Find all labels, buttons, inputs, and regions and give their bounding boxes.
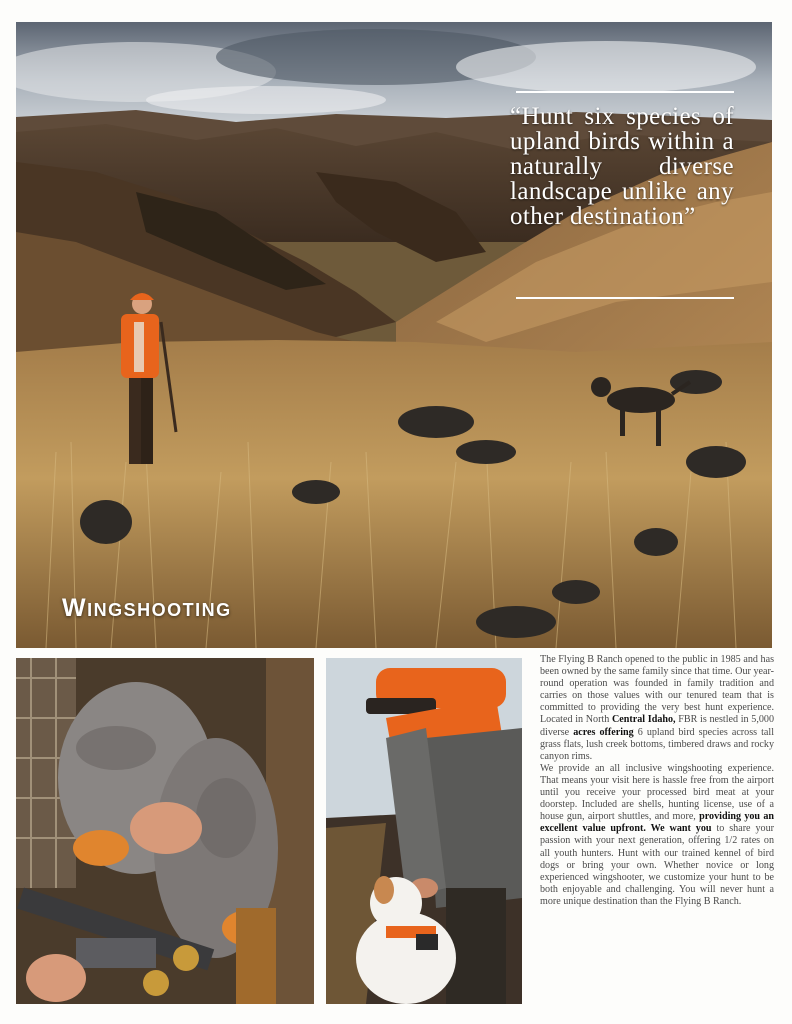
paragraph-2-text-a: We provide an all inclusive wingshooting experience. That means your visit here is hassle free from the airport until you receive your processed bird meat at your doorstep. Included are shells, hunting license, use of a house gun, airport shuttles, and more, — [540, 762, 774, 823]
paragraph-2-text-c: to share your passion with your next generation, offering 1/2 rates on all youth hunters. Hunt with our trained kennel of bird dogs or bring your own. Whether novice or long experienced wingshooter, we customize your hunt to be both enjoyable and challenging. You will never hunt a more unique destination than the Flying B Ranch. — [540, 823, 774, 907]
partridge-in-hand-image — [16, 658, 314, 1004]
hero-photo — [16, 22, 772, 648]
paragraph-1-text-e: diverse — [540, 726, 574, 738]
quote-top-rule — [516, 91, 734, 93]
article-paragraph-1 — [540, 654, 774, 763]
pull-quote: “Hunt six species of upland birds within a naturally diverse landscape unlike any other destination” — [510, 103, 734, 230]
highlight-acres-offering: acres offering — [573, 726, 634, 738]
hunter-collaring-dog-image — [326, 658, 522, 1004]
quote-bottom-rule — [516, 297, 734, 299]
paragraph-1-text-g: 6 upland bird species across tall grass flats, lush creek bottoms, timbered draws and rocky canyon rims. — [540, 726, 775, 762]
highlight-central-idaho: Central Idaho, — [612, 714, 676, 726]
paragraph-1-text-c: FBR is nestled in — [675, 714, 752, 726]
article-body — [540, 654, 774, 908]
paragraph-1-text-d: 5,000 — [751, 714, 774, 726]
paragraph-1-text-a: The Flying B Ranch opened to the public in 1985 and has been owned by the same family since that time. Our year-round operation was founded in family tradition and carries on those values with our tenured team that is committed to providing the very best hunt experience. Located in North — [540, 654, 774, 726]
partridge-photo — [16, 658, 314, 1004]
article-paragraph-2 — [540, 763, 774, 908]
highlight-value-upfront: providing you an excellent value upfront. We want you — [540, 811, 774, 835]
section-title: Wingshooting — [62, 594, 232, 622]
hunter-with-dog-photo — [326, 658, 522, 1004]
